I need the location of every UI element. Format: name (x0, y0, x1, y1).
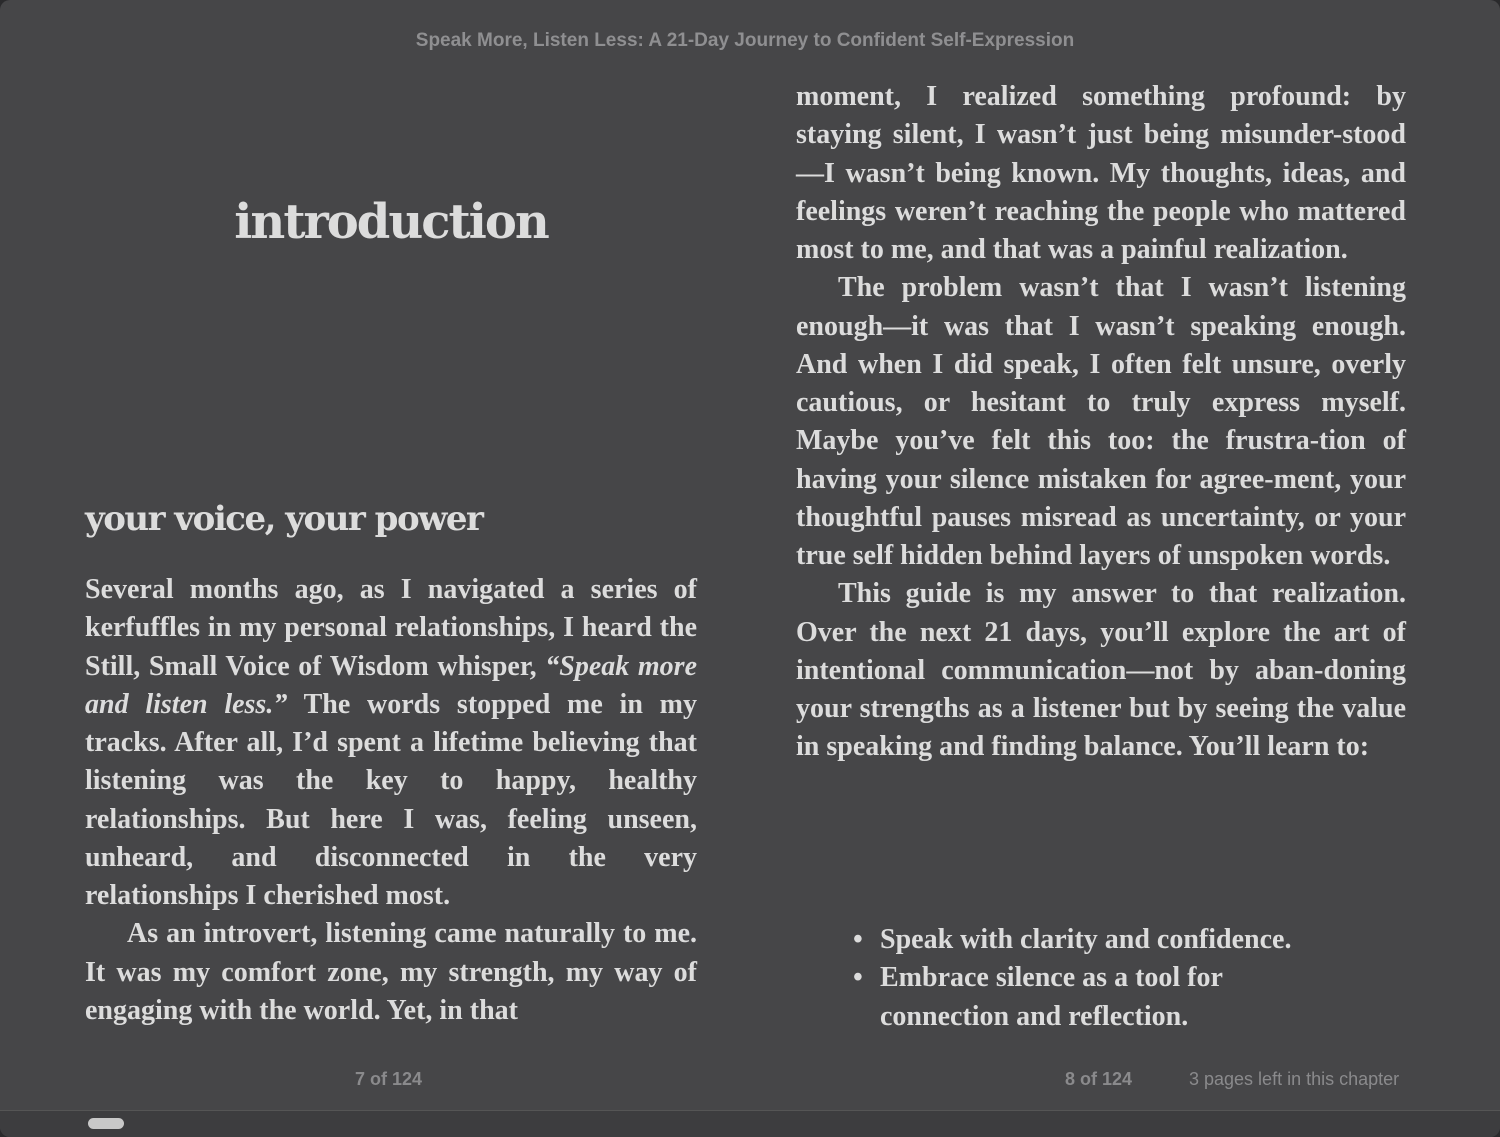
paragraph-text: Several months ago, as I navigated a series of kerfuffles in my personal relationships, I heard the Still, Small Voice of Wisdom whisper, (85, 574, 697, 682)
left-page-text (85, 571, 697, 1030)
book-title: Speak More, Listen Less: A 21-Day Journey to Confident Self-Expression (415, 30, 1075, 51)
bullet-icon: • (853, 962, 863, 994)
paragraph: This guide is my answer to that realization. Over the next 21 days, you’ll explore the art of intentional communication—not by aban-doning your strengths as a listener but by seeing the value in speaking and finding balance. You’ll learn to: (796, 578, 1406, 763)
scrollbar-thumb[interactable] (88, 1118, 124, 1129)
page-scrollbar[interactable] (0, 1110, 1500, 1137)
paragraph-text: The words stopped me in my tracks. After all, I’d spent a lifetime believing that listening was the key to happy, healthy relationships. But here I was, feeling unseen, unheard, and disconnected in the very relationships I cherished most. (85, 688, 697, 911)
paragraph: The problem wasn’t that I wasn’t listening enough—it was that I wasn’t speaking enough. And when I did speak, I often felt unsure, overly cautious, or hesitant to truly express myself. Maybe you’ve felt this too: the frustra-tion of having your silence mistaken for agree-ment, your thoughtful pauses misread as uncertainty, or your true self hidden behind layers of unspoken words. (796, 272, 1406, 571)
pages-left-in-chapter: 3 pages left in this chapter (1189, 1069, 1400, 1089)
section-heading: your voice, your power (85, 499, 483, 539)
list-item-text: Speak with clarity and confidence. (880, 924, 1292, 955)
bullet-list (853, 921, 1340, 1036)
chapter-heading: introduction (234, 194, 548, 250)
paragraph: moment, I realized something profound: by staying silent, I wasn’t just being misunder-stood—I wasn’t being known. My thoughts, ideas, and feelings weren’t reaching the people who mattered most to me, and that was a painful realization. (796, 81, 1406, 265)
list-item-text: Embrace silence as a tool for connection and reflection. (880, 962, 1223, 1032)
right-page-number: 8 of 124 (1065, 1069, 1133, 1089)
italic-quote: “Speak more and listen less.” (85, 650, 698, 720)
paragraph (85, 571, 697, 915)
left-page-number: 7 of 124 (355, 1069, 423, 1089)
list-item (853, 921, 1340, 959)
bullet-icon: • (853, 924, 863, 955)
paragraph: As an introvert, listening came naturally to me. It was my comfort zone, my strength, my way of engaging with the world. Yet, in that (85, 918, 697, 1026)
right-page-text (796, 78, 1406, 767)
list-item (853, 959, 1340, 1036)
